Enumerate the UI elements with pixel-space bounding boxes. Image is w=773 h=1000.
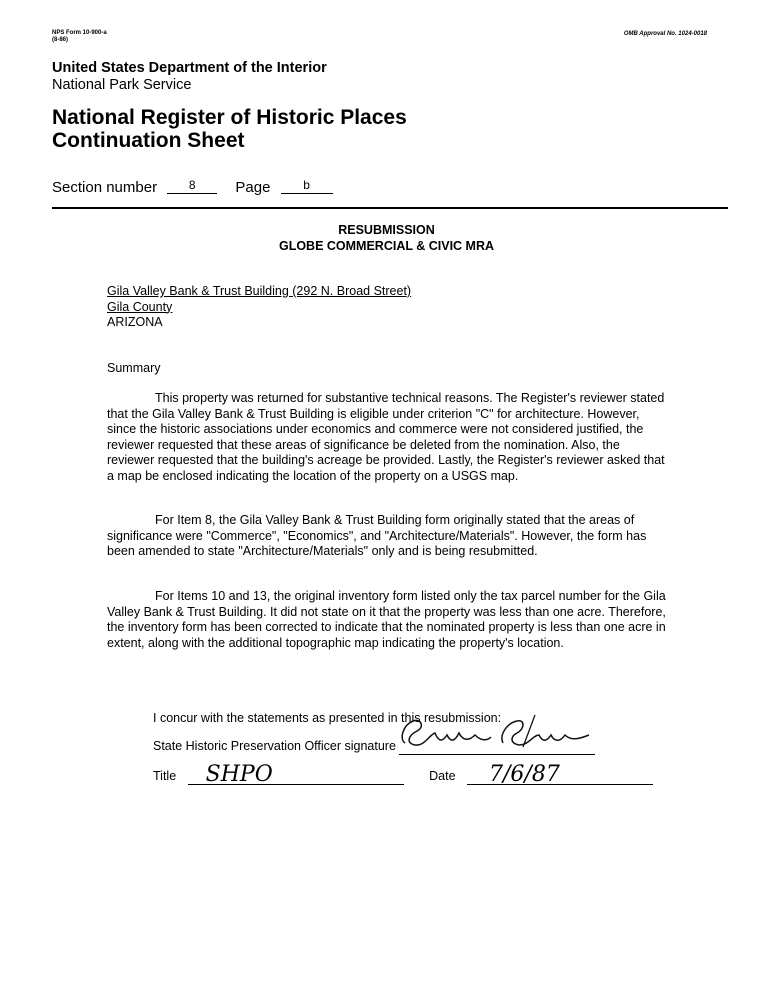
date-line — [467, 762, 653, 787]
title-handwritten: SHPO — [205, 762, 273, 787]
resubmission-heading: RESUBMISSION — [338, 223, 435, 237]
section-number-field: 8 — [167, 178, 217, 194]
page-title: National Register of Historic Places — [52, 106, 407, 129]
paragraph-text: This property was returned for substantive technical reasons. The Register's reviewer stated that the Gila Valley Bank & Trust Building is eligible under criterion "C" for architecture. However, since the historic associations under economics and commerce were not considered justified, the reviewer requested that these areas of significance be deleted from the nomination. Also, the reviewer requested that the building's acreage be provided. Lastly, the Register's reviewer asked that a map be enclosed indicating the location of the property on a USGS map. — [107, 391, 665, 483]
property-block — [107, 284, 667, 331]
department-name: United States Department of the Interior — [52, 60, 327, 76]
service-name: National Park Service — [52, 77, 192, 93]
page-label: Page — [235, 179, 271, 196]
mra-heading: GLOBE COMMERCIAL & CIVIC MRA — [278, 239, 495, 253]
summary-label: Summary — [107, 361, 161, 375]
paragraph-2 — [107, 513, 667, 560]
signature-row — [153, 739, 595, 755]
header-divider — [52, 207, 728, 209]
property-name: Gila Valley Bank & Trust Building (292 N. Broad Street) — [107, 284, 412, 298]
page-subtitle: Continuation Sheet — [52, 129, 245, 152]
omb-approval: OMB Approval No. 1024-0018 — [623, 31, 707, 37]
date-handwritten: 7/6/87 — [489, 762, 560, 787]
form-number: NPS Form 10-900-a (8-86) — [52, 30, 107, 43]
concur-statement: I concur with the statements as presented in this resubmission: — [153, 711, 502, 725]
handwritten-signature — [395, 713, 595, 753]
property-county: Gila County — [107, 299, 173, 314]
date-label: Date — [429, 769, 456, 783]
page-field: b — [281, 178, 333, 194]
property-state: ARIZONA — [107, 315, 163, 329]
title-label: Title — [153, 769, 177, 783]
title-line — [188, 762, 404, 787]
section-number-label: Section number — [52, 179, 158, 196]
paragraph-3 — [107, 589, 667, 651]
signature-line — [399, 739, 595, 755]
paragraph-text: For Item 8, the Gila Valley Bank & Trust Building form originally stated that the areas of significance were "Commerce", "Economics", and "Architecture/Materials". However, the form has been amended to state "Architecture/Materials" only and is being resubmitted. — [107, 513, 647, 558]
section-row — [52, 178, 333, 198]
paragraph-text: For Items 10 and 13, the original inventory form listed only the tax parcel number for the Gila Valley Bank & Trust Building. It did not state on it that the property was less than one acre. Therefore, the inventory form has been corrected to indicate that the nominated property is less than one acre in extent, along with the additional topographic map indicating the property's location. — [107, 589, 666, 650]
officer-signature-label: State Historic Preservation Officer signature — [153, 739, 396, 753]
title-date-row — [153, 762, 653, 787]
paragraph-1 — [107, 391, 667, 484]
